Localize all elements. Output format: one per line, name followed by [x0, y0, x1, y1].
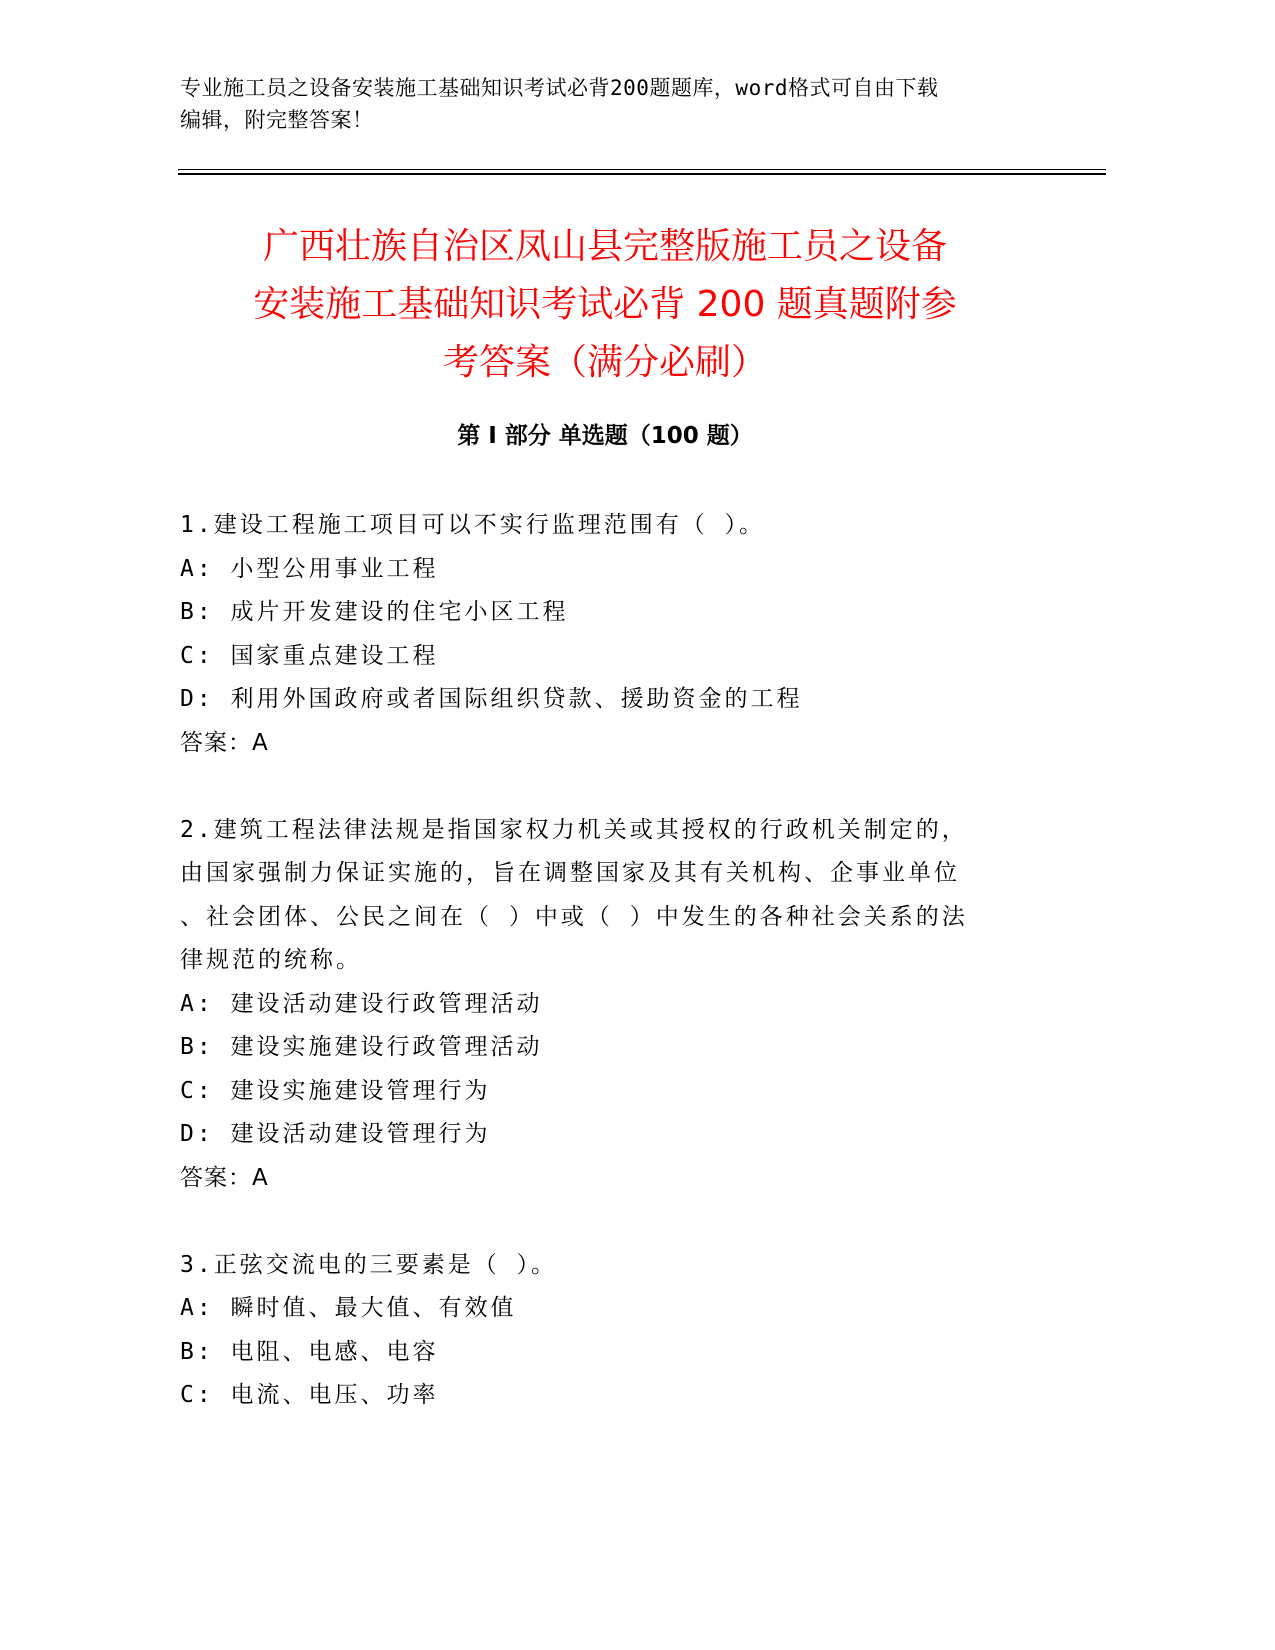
- option-a: A: 瞬时值、最大值、有效值: [180, 1295, 517, 1321]
- question-text-line-2: 由国家强制力保证实施的，旨在调整国家及其有关机构、企事业单位: [180, 860, 960, 886]
- question-3: [180, 1244, 1040, 1418]
- option-b: B: 成片开发建设的住宅小区工程: [180, 599, 569, 625]
- question-text-line-1: 2.建筑工程法律法规是指国家权力机关或其授权的行政机关制定的，: [180, 816, 968, 843]
- document-title: [160, 218, 1050, 392]
- option-a: A: 建设活动建设行政管理活动: [180, 990, 543, 1017]
- section-heading: 第 I 部分 单选题（100 题）: [457, 423, 753, 449]
- header-note-line-1: 专业施工员之设备安装施工基础知识考试必背200题题库，word格式可自由下载: [180, 76, 939, 100]
- option-d: D: 建设活动建设管理行为: [180, 1121, 491, 1147]
- header-note-line-2: 编辑，附完整答案！: [180, 108, 374, 132]
- option-b: B: 电阻、电感、电容: [180, 1338, 439, 1365]
- question-text: 3.正弦交流电的三要素是（ ）。: [180, 1251, 558, 1278]
- header-divider-thin: [178, 169, 1106, 170]
- header-divider-thick: [178, 173, 1106, 175]
- option-c: C: 建设实施建设管理行为: [180, 1077, 491, 1104]
- option-a: A: 小型公用事业工程: [180, 555, 439, 582]
- question-text: 1.建设工程施工项目可以不实行监理范围有（ ）。: [180, 512, 766, 538]
- header-note: [180, 72, 1060, 136]
- option-d: D: 利用外国政府或者国际组织贷款、援助资金的工程: [180, 686, 803, 712]
- question-1: [180, 504, 1040, 765]
- answer: 答案：A: [180, 729, 269, 756]
- title-line-2: 安装施工基础知识考试必背 200 题真题附参: [253, 284, 957, 325]
- question-text-line-3: 、社会团体、公民之间在（ ）中或（ ）中发生的各种社会关系的法: [180, 903, 968, 930]
- title-line-3: 考答案（满分必刷）: [442, 342, 767, 383]
- option-c: C: 电流、电压、功率: [180, 1382, 439, 1408]
- option-c: C: 国家重点建设工程: [180, 642, 439, 669]
- question-list: [180, 504, 1040, 1461]
- answer: 答案：A: [180, 1164, 269, 1191]
- title-line-1: 广西壮族自治区凤山县完整版施工员之设备: [262, 226, 947, 267]
- question-text-line-4: 律规范的统称。: [180, 947, 362, 973]
- option-b: B: 建设实施建设行政管理活动: [180, 1034, 543, 1060]
- question-2: [180, 809, 1040, 1201]
